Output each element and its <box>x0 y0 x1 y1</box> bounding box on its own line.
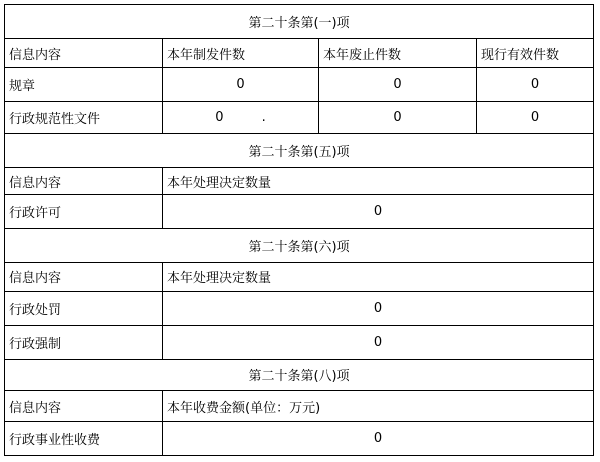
header-row <box>5 168 594 195</box>
row-label: 规章 <box>5 68 163 102</box>
table-row <box>5 195 594 229</box>
value-cell: 0 <box>163 291 594 325</box>
value-cell: 0 <box>319 68 477 102</box>
value-cell: 0 <box>319 102 477 134</box>
value-cell <box>163 102 319 134</box>
header-cell: 本年处理决定数量 <box>163 263 594 291</box>
value-cell: 0 <box>163 68 319 102</box>
header-cell: 本年收费金额(单位：万元) <box>163 391 594 422</box>
header-cell: 本年废止件数 <box>319 38 477 67</box>
value-cell: 0 <box>163 195 594 229</box>
header-cell: 信息内容 <box>5 168 163 195</box>
table-row <box>5 102 594 134</box>
value-cell: 0 <box>477 102 594 134</box>
header-cell: 信息内容 <box>5 391 163 422</box>
header-cell: 信息内容 <box>5 38 163 67</box>
table-row <box>5 325 594 359</box>
header-cell: 现行有效件数 <box>477 38 594 67</box>
header-cell: 本年处理决定数量 <box>163 168 594 195</box>
table-row <box>5 68 594 102</box>
section-title-row <box>5 359 594 391</box>
section-title-row <box>5 134 594 168</box>
table-row <box>5 291 594 325</box>
row-label: 行政许可 <box>5 195 163 229</box>
value-cell: 0 <box>163 421 594 455</box>
section-title-row <box>5 229 594 263</box>
section-title: 第二十条第(五)项 <box>5 134 594 168</box>
dot-mark: . <box>261 110 266 126</box>
value-text: 0 <box>215 110 224 126</box>
section-title-row <box>5 5 594 39</box>
table-row <box>5 421 594 455</box>
header-cell: 信息内容 <box>5 263 163 291</box>
header-cell: 本年制发件数 <box>163 38 319 67</box>
row-label: 行政事业性收费 <box>5 421 163 455</box>
header-row <box>5 263 594 291</box>
section-title: 第二十条第(六)项 <box>5 229 594 263</box>
disclosure-table <box>4 4 594 456</box>
row-label: 行政处罚 <box>5 291 163 325</box>
header-row <box>5 38 594 67</box>
row-label: 行政强制 <box>5 325 163 359</box>
row-label: 行政规范性文件 <box>5 102 163 134</box>
header-row <box>5 391 594 422</box>
section-title: 第二十条第(一)项 <box>5 5 594 39</box>
value-cell: 0 <box>163 325 594 359</box>
value-cell: 0 <box>477 68 594 102</box>
section-title: 第二十条第(八)项 <box>5 359 594 391</box>
